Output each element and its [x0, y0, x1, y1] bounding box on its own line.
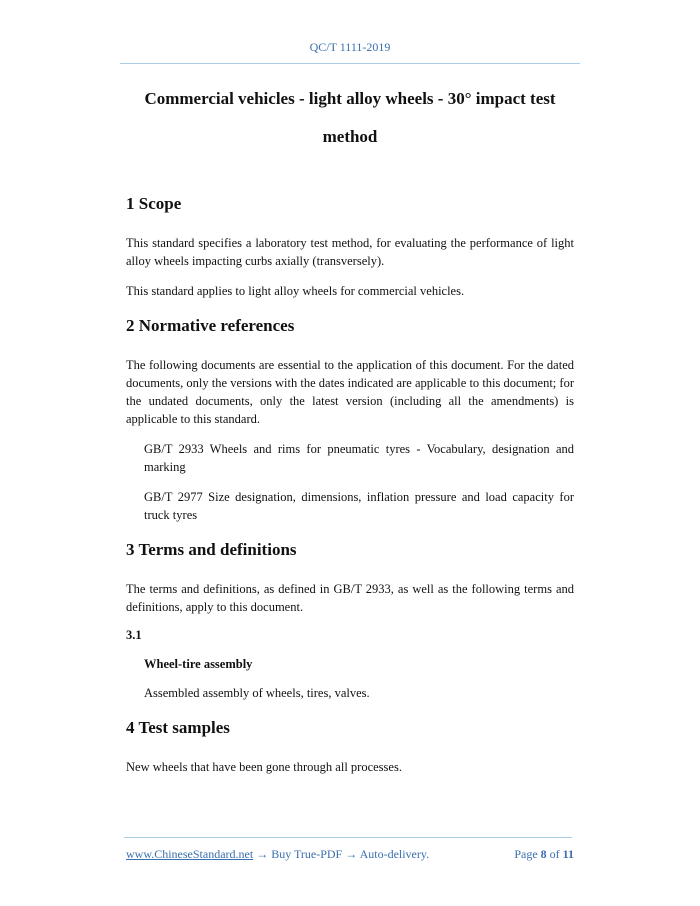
section-heading: 3 Terms and definitions: [126, 540, 297, 559]
title-line-1: Commercial vehicles - light alloy wheels - 30° impact test: [144, 89, 556, 108]
footer-tagline: → Buy True-PDF → Auto-delivery.: [253, 847, 430, 861]
paragraph: New wheels that have been gone through all processes.: [126, 760, 402, 774]
page-total: 11: [562, 847, 574, 861]
document-title: [110, 80, 590, 156]
section-normative-references: [126, 312, 574, 524]
page-label: Page: [514, 847, 538, 861]
reference-item: GB/T 2977 Size designation, dimensions, inflation pressure and load capacity for truck tyres: [144, 490, 574, 522]
document-body: [126, 190, 574, 788]
header-divider: [120, 63, 580, 64]
website-link[interactable]: www.ChineseStandard.net: [126, 847, 254, 861]
section-test-samples: [126, 714, 574, 776]
title-line-2: method: [322, 127, 378, 146]
section-heading: 1 Scope: [126, 194, 182, 213]
term-name: Wheel-tire assembly: [144, 657, 253, 671]
section-heading: 2 Normative references: [126, 316, 295, 335]
page-of: of: [549, 847, 560, 861]
page-current: 8: [540, 847, 547, 861]
page-indicator: [514, 847, 574, 862]
footer-left: [126, 847, 429, 862]
section-scope: [126, 190, 574, 300]
running-footer: [126, 847, 574, 862]
footer-divider: [124, 837, 572, 838]
clause-number: 3.1: [126, 628, 142, 642]
paragraph: The following documents are essential to the application of this document. For the dated documents, only the versions with the dates indicated are applicable to this document; for the undated documents, only the latest version (including all the amendments) is applicable to this standard.: [126, 358, 574, 426]
term-definition: Assembled assembly of wheels, tires, valves.: [144, 686, 370, 700]
reference-item: GB/T 2933 Wheels and rims for pneumatic tyres - Vocabulary, designation and marking: [144, 442, 574, 474]
paragraph: This standard applies to light alloy wheels for commercial vehicles.: [126, 284, 465, 298]
paragraph: The terms and definitions, as defined in GB/T 2933, as well as the following terms and definitions, apply to this document.: [126, 582, 574, 614]
running-header: QC/T 1111-2019: [309, 40, 391, 54]
section-terms-definitions: [126, 536, 574, 702]
section-heading: 4 Test samples: [126, 718, 230, 737]
paragraph: This standard specifies a laboratory test method, for evaluating the performance of light alloy wheels impacting curbs axially (transversely).: [126, 236, 574, 268]
